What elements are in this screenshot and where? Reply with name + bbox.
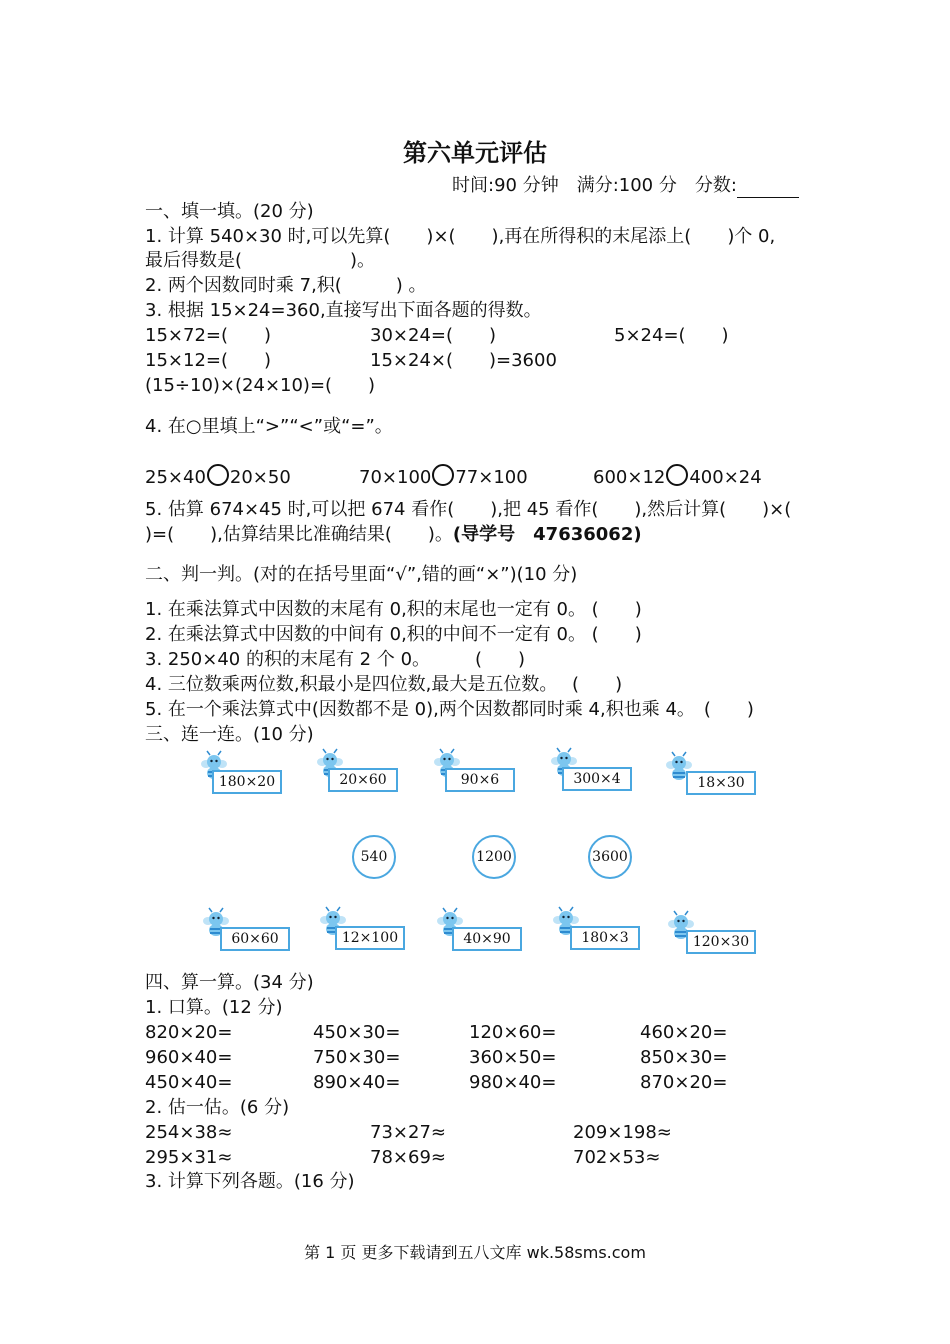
page-footer: 第 1 页 更多下载请到五八文库 wk.58sms.com: [304, 1243, 646, 1262]
compare-right: 20×50: [229, 467, 291, 488]
estimate-item: 73×27≈: [370, 1122, 446, 1143]
s1-q3-item: 15×12=( ): [145, 350, 272, 371]
s1-q2: 2. 两个因数同时乘 7,积( ) 。: [145, 275, 427, 296]
s1-q5-line1: 5. 估算 674×45 时,可以把 674 看作( ),把 45 看作( ),然后计算( )×(: [145, 499, 792, 520]
match-expression: 90×6: [445, 768, 515, 792]
match-expression: 40×90: [452, 927, 522, 951]
section-3-heading: 三、连一连。(10 分): [145, 724, 314, 745]
header-info: [452, 174, 799, 198]
oral-item: 870×20=: [640, 1072, 728, 1093]
match-expression: 12×100: [335, 926, 405, 950]
section-1-heading: 一、填一填。(20 分): [145, 201, 314, 222]
match-bottom-card[interactable]: [320, 906, 400, 956]
s1-q3-item: (15÷10)×(24×10)=( ): [145, 375, 376, 396]
s1-q3-item: 5×24=( ): [614, 325, 729, 346]
match-expression: 120×30: [686, 930, 756, 954]
match-top-card[interactable]: [434, 748, 514, 798]
section-4-heading: 四、算一算。(34 分): [145, 972, 314, 993]
s2-item: 3. 250×40 的积的末尾有 2 个 0。 ( ): [145, 649, 526, 670]
match-bottom-card[interactable]: [437, 907, 517, 957]
s1-q3-item: 15×72=( ): [145, 325, 272, 346]
match-bottom-card[interactable]: [203, 907, 283, 957]
estimate-item: 78×69≈: [370, 1147, 446, 1168]
s1-q1-line1: 1. 计算 540×30 时,可以先算( )×( ),再在所得积的末尾添上( )个 0,: [145, 226, 776, 247]
match-bottom-card[interactable]: [553, 906, 633, 956]
oral-item: 750×30=: [313, 1047, 401, 1068]
oral-item: 820×20=: [145, 1022, 233, 1043]
oral-item: 960×40=: [145, 1047, 233, 1068]
compare-circle[interactable]: [207, 464, 229, 486]
estimate-item: 702×53≈: [573, 1147, 661, 1168]
compare-left: 600×12: [593, 467, 666, 488]
match-expression: 20×60: [328, 768, 398, 792]
match-result[interactable]: 1200: [472, 835, 516, 879]
exam-info: 时间:90 分钟 满分:100 分 分数:: [452, 175, 737, 196]
oral-item: 450×30=: [313, 1022, 401, 1043]
s2-item: 4. 三位数乘两位数,积最小是四位数,最大是五位数。 ( ): [145, 674, 623, 695]
compare-left: 70×100: [359, 467, 432, 488]
oral-item: 120×60=: [469, 1022, 557, 1043]
match-expression: 18×30: [686, 771, 756, 795]
estimate-item: 209×198≈: [573, 1122, 672, 1143]
s2-item: 5. 在一个乘法算式中(因数都不是 0),两个因数都同时乘 4,积也乘 4。 ( ): [145, 699, 754, 720]
s1-q1-line2: 最后得数是( )。: [145, 250, 376, 271]
match-top-card[interactable]: [666, 751, 746, 801]
compare-circle[interactable]: [666, 464, 688, 486]
s1-q5-text: )=( ),估算结果比准确结果( )。: [145, 524, 453, 545]
match-expression: 180×3: [570, 926, 640, 950]
match-result[interactable]: 540: [352, 835, 396, 879]
s4-part3: 3. 计算下列各题。(16 分): [145, 1171, 355, 1192]
s1-q3: 3. 根据 15×24=360,直接写出下面各题的得数。: [145, 300, 542, 321]
oral-item: 450×40=: [145, 1072, 233, 1093]
match-top-card[interactable]: [551, 747, 631, 797]
oral-item: 980×40=: [469, 1072, 557, 1093]
score-blank: [737, 179, 799, 198]
estimate-item: 254×38≈: [145, 1122, 233, 1143]
compare-left: 25×40: [145, 467, 206, 488]
oral-item: 460×20=: [640, 1022, 728, 1043]
compare-item: [359, 464, 528, 490]
oral-item: 360×50=: [469, 1047, 557, 1068]
match-top-card[interactable]: [317, 748, 397, 798]
compare-right: 77×100: [455, 467, 528, 488]
s1-q5-line2: [145, 523, 642, 547]
page-title: 第六单元评估: [403, 138, 547, 167]
s4-part2: 2. 估一估。(6 分): [145, 1097, 290, 1118]
s2-item: 2. 在乘法算式中因数的中间有 0,积的中间不一定有 0。 ( ): [145, 624, 642, 645]
compare-circle[interactable]: [432, 464, 454, 486]
match-result[interactable]: 3600: [588, 835, 632, 879]
compare-item: [593, 464, 762, 490]
match-expression: 300×4: [562, 767, 632, 791]
s1-q4: 4. 在○里填上“>”“<”或“=”。: [145, 416, 393, 437]
guide-number: (导学号 47636062): [452, 524, 642, 545]
compare-right: 400×24: [689, 467, 762, 488]
match-expression: 180×20: [212, 770, 282, 794]
match-top-card[interactable]: [201, 750, 281, 800]
match-bottom-card[interactable]: [668, 910, 748, 960]
oral-item: 850×30=: [640, 1047, 728, 1068]
oral-item: 890×40=: [313, 1072, 401, 1093]
section-2-heading: 二、判一判。(对的在括号里面“√”,错的画“×”)(10 分): [145, 564, 578, 585]
s4-part1: 1. 口算。(12 分): [145, 997, 283, 1018]
match-expression: 60×60: [220, 927, 290, 951]
s1-q3-item: 30×24=( ): [370, 325, 497, 346]
s2-item: 1. 在乘法算式中因数的末尾有 0,积的末尾也一定有 0。 ( ): [145, 599, 642, 620]
compare-item: [145, 464, 291, 490]
s1-q3-item: 15×24×( )=3600: [370, 350, 557, 371]
estimate-item: 295×31≈: [145, 1147, 233, 1168]
